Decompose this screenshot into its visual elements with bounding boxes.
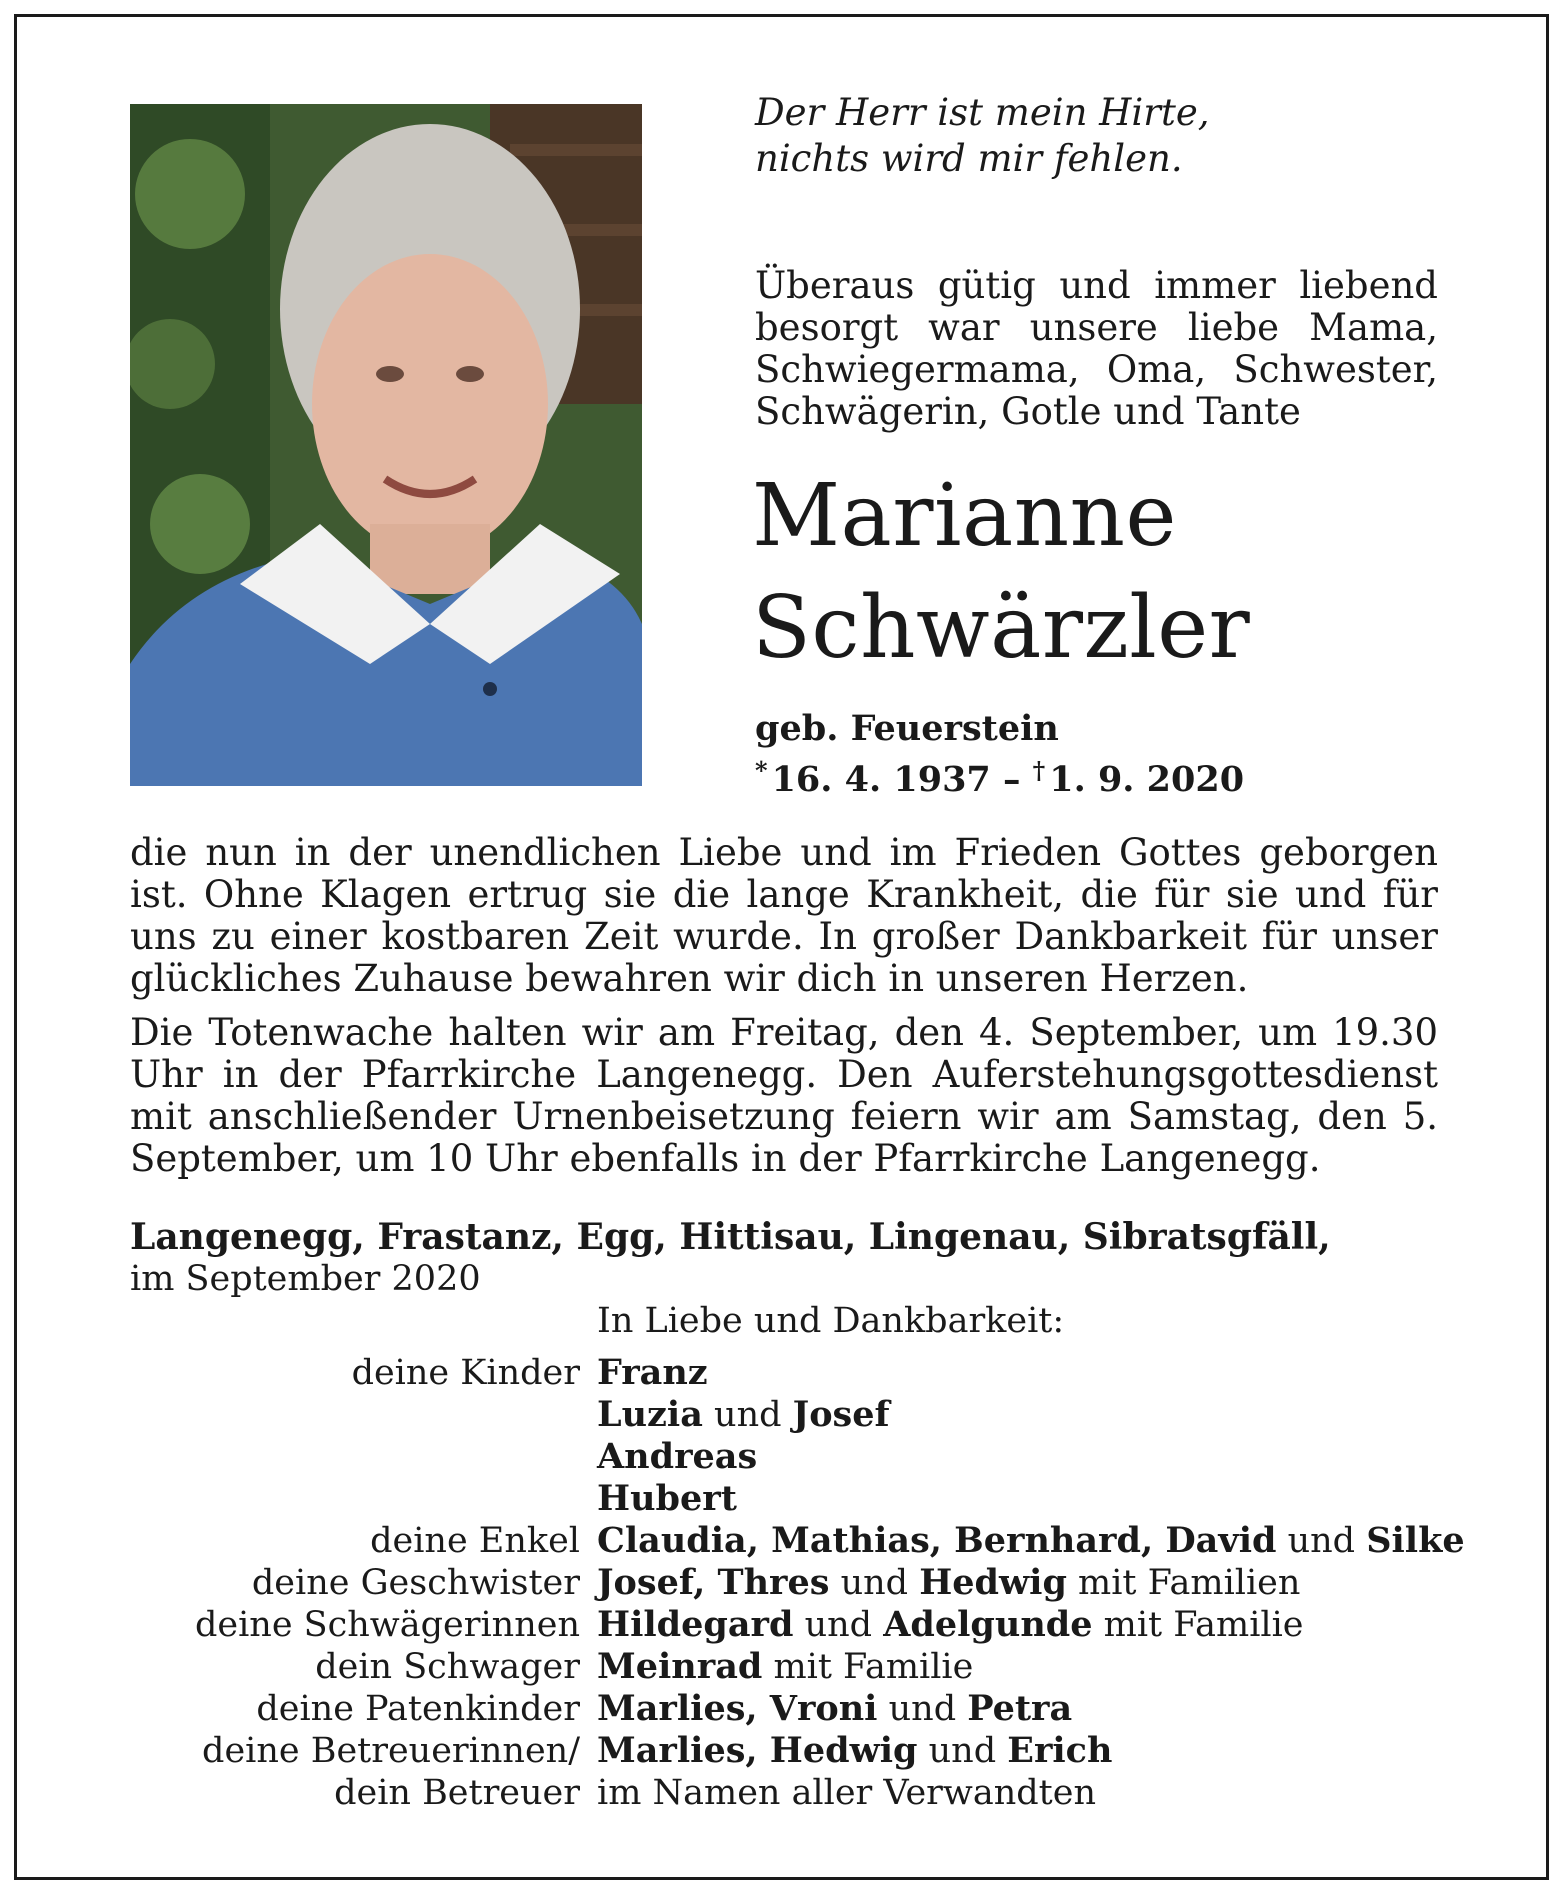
signoff: In Liebe und Dankbarkeit: [597, 1301, 1065, 1341]
mourner-name: Meinrad [597, 1646, 763, 1687]
mourner-names [597, 1604, 1304, 1646]
mourner-name: Hildegard [597, 1604, 794, 1645]
mourner-connector: und [793, 1605, 884, 1645]
mourner-name: Hedwig [919, 1562, 1067, 1603]
death-date: 1. 9. 2020 [1049, 759, 1245, 800]
deceased-name [752, 460, 1452, 684]
birth-star-icon: * [755, 756, 768, 785]
mourner-row [0, 1772, 1567, 1814]
mourners-list [0, 1352, 1567, 1814]
intro-text: Überaus gütig und immer liebend besorgt war unsere liebe Mama, Schwiegermama, Oma, Schwester, Schwägerin, Gotle und Tante [755, 264, 1438, 433]
psalm-line: Der Herr ist mein Hirte, [755, 91, 1210, 134]
mourner-names [597, 1562, 1300, 1604]
mourner-row [0, 1646, 1567, 1688]
mourner-connector: mit Familien [1066, 1563, 1301, 1603]
mourner-row [0, 1688, 1567, 1730]
mourner-relation: deine Betreuerinnen/ [202, 1731, 580, 1771]
mourner-names [597, 1394, 890, 1436]
psalm-quote [755, 90, 1435, 182]
mourner-names [597, 1352, 708, 1394]
mourner-row [0, 1520, 1567, 1562]
mourner-name: Josef [792, 1394, 890, 1435]
mourner-connector: und [829, 1563, 920, 1603]
mourner-connector: und [917, 1731, 1008, 1771]
mourner-row [0, 1478, 1567, 1520]
mourner-relation: deine Enkel [370, 1521, 580, 1561]
mourner-relation: dein Betreuer [334, 1773, 580, 1813]
mourner-relation: deine Geschwister [251, 1563, 580, 1603]
places-line: Langenegg, Frastanz, Egg, Hittisau, Lingenau, Sibratsgfäll, [130, 1216, 1331, 1258]
mourner-relation: deine Schwägerinnen [194, 1605, 580, 1645]
mourner-row [0, 1394, 1567, 1436]
mourner-connector: und [877, 1689, 968, 1729]
mourner-name: Adelgunde [883, 1604, 1093, 1645]
mourner-row [0, 1562, 1567, 1604]
mourner-connector: mit Familie [1092, 1605, 1304, 1645]
mourner-names [597, 1730, 1112, 1772]
mourner-names [597, 1688, 1072, 1730]
mourner-name: Luzia [597, 1394, 703, 1435]
mourner-names [597, 1478, 737, 1520]
funeral-details-paragraph: Die Totenwache halten wir am Freitag, den 4. September, um 19.30 Uhr in der Pfarrkirche Langenegg. Den Auferstehungsgottesdienst mit anschließender Urnenbeisetzung feiern wir am Samstag, den 5. September, um 10 Uhr ebenfalls in der Pfarrkirche Langenegg. [130, 1011, 1438, 1180]
last-name: Schwärzler [752, 578, 1251, 678]
mourner-name: Josef, Thres [597, 1562, 830, 1603]
mourner-connector: und [1276, 1521, 1367, 1561]
mourner-name: Petra [967, 1688, 1073, 1729]
mourner-relation: dein Schwager [315, 1647, 580, 1687]
mourner-row [0, 1352, 1567, 1394]
life-dates [755, 750, 1455, 801]
born-name: geb. Feuerstein [755, 708, 1059, 749]
mourner-name: Erich [1007, 1730, 1113, 1771]
mourner-name: Marlies, Vroni [597, 1688, 878, 1729]
mourner-name: Andreas [597, 1436, 758, 1477]
mourner-name: Marlies, Hedwig [597, 1730, 918, 1771]
mourner-relation: deine Patenkinder [256, 1689, 580, 1729]
mourner-relation: deine Kinder [351, 1353, 580, 1393]
mourner-name: Hubert [597, 1478, 737, 1519]
first-name: Marianne [752, 466, 1177, 566]
mourner-names [597, 1772, 1096, 1814]
mourner-row [0, 1436, 1567, 1478]
mourner-names [597, 1646, 973, 1688]
date-dash: – [990, 759, 1033, 800]
portrait-photo [130, 104, 642, 786]
mourner-row [0, 1604, 1567, 1646]
place-date: im September 2020 [130, 1259, 481, 1299]
death-cross-icon: † [1032, 756, 1046, 785]
mourner-name: Silke [1366, 1520, 1465, 1561]
psalm-line: nichts wird mir fehlen. [755, 137, 1183, 180]
body-paragraph: die nun in der unendlichen Liebe und im Frieden Gottes geborgen ist. Ohne Klagen ertrug sie die lange Krankheit, die für sie und für uns zu einer kostbaren Zeit wurde. In großer Dankbarkeit für unser glückliches Zuhause bewahren wir dich in unseren Herzen. [130, 831, 1438, 1000]
mourner-connector: und [702, 1395, 793, 1435]
mourner-row [0, 1730, 1567, 1772]
mourner-names [597, 1520, 1465, 1562]
mourner-connector: mit Familie [762, 1647, 974, 1687]
birth-date: 16. 4. 1937 [771, 759, 991, 800]
mourner-names [597, 1436, 757, 1478]
mourner-connector: im Namen aller Verwandten [597, 1773, 1096, 1813]
mourner-name: Claudia, Mathias, Bernhard, David [597, 1520, 1277, 1561]
mourner-name: Franz [597, 1352, 708, 1393]
